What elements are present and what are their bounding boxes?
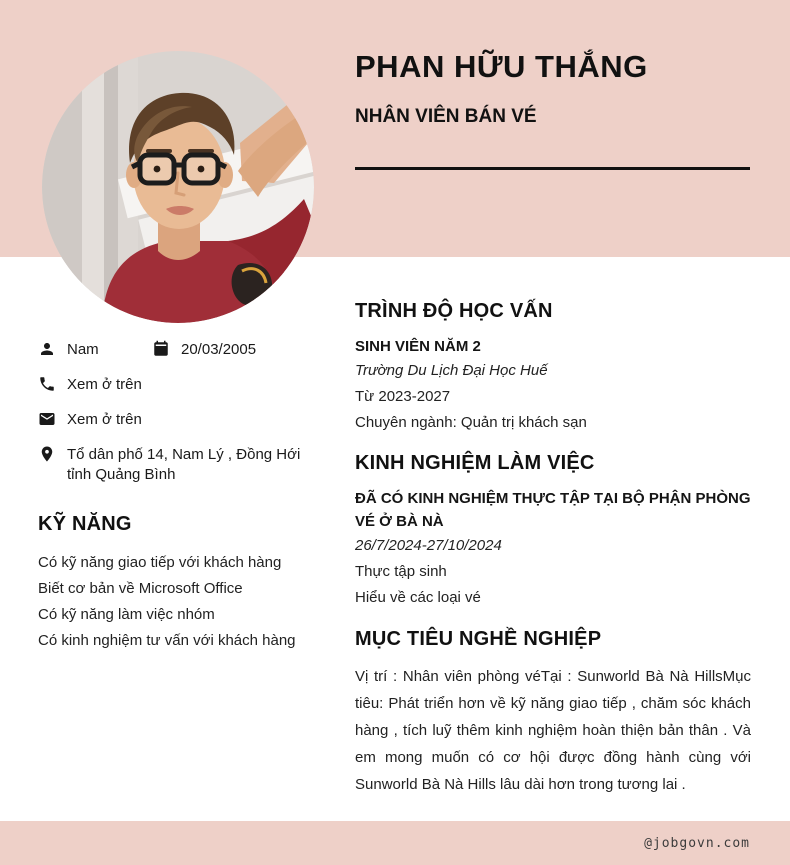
skill-item: Biết cơ bản về Microsoft Office [38,580,243,597]
objective-body: Vị trí : Nhân viên phòng véTại : Sunworld Bà Nà HillsMục tiêu: Phát triển hơn về kỹ năng giao tiếp , chăm sóc khách hàng , tích luỹ thêm kinh nghiệm hoàn thiện bản thân . Và em mong muốn có cơ hội được đồng hành cùng với Sunworld Bà Nà Hills lâu dài hơn trong tương lai . [355,668,751,793]
experience-heading: KINH NGHIỆM LÀM VIỆC [355,452,595,474]
experience-detail: Hiểu về các loại vé [355,589,481,606]
location-pin-icon [38,445,56,463]
phone-value: Xem ở trên [67,376,142,393]
left-column [38,340,330,654]
experience-period: 26/7/2024-27/10/2024 [355,537,502,554]
skill-item: Có kỹ năng giao tiếp với khách hàng [38,554,282,571]
experience-section [355,452,751,611]
email-icon [38,410,56,428]
address-value: Tổ dân phố 14, Nam Lý , Đồng Hới tỉnh Quảng Bình [67,446,301,483]
objective-heading: MỤC TIÊU NGHỀ NGHIỆP [355,628,602,650]
skills-heading: KỸ NĂNG [38,513,132,535]
info-row-phone [38,375,330,395]
experience-position: Thực tập sinh [355,563,447,580]
education-school: Trường Du Lịch Đại Học Huế [355,362,548,379]
education-heading: TRÌNH ĐỘ HỌC VẤN [355,300,553,322]
info-row-email [38,410,330,430]
education-section [355,300,751,436]
header-divider [355,167,750,170]
footer-band [0,821,790,865]
calendar-icon [152,340,170,358]
birthdate-value: 20/03/2005 [181,341,257,358]
info-row-gender-birthdate [38,340,330,360]
person-icon [38,340,56,358]
experience-summary: ĐÃ CÓ KINH NGHIỆM THỰC TẬP TẠI BỘ PHẬN PHÒNG VÉ Ở BÀ NÀ [355,490,751,530]
skill-item: Có kinh nghiệm tư vấn với khách hàng [38,632,296,649]
avatar-illustration [42,51,314,323]
profile-photo [42,51,314,323]
education-major: Chuyên ngành: Quản trị khách sạn [355,414,587,431]
person-name: PHAN HỮU THẮNG [355,49,648,84]
phone-icon [38,375,56,393]
education-level: SINH VIÊN NĂM 2 [355,338,481,355]
skill-item: Có kỹ năng làm việc nhóm [38,606,215,623]
gender-value: Nam [67,341,99,358]
education-period: Từ 2023-2027 [355,388,451,405]
header-text-block [355,50,751,128]
info-row-address [38,445,330,485]
email-value: Xem ở trên [67,411,142,428]
person-job-title: NHÂN VIÊN BÁN VÉ [355,106,537,128]
watermark-text: @jobgovn.com [644,835,750,851]
objective-section [355,628,751,798]
